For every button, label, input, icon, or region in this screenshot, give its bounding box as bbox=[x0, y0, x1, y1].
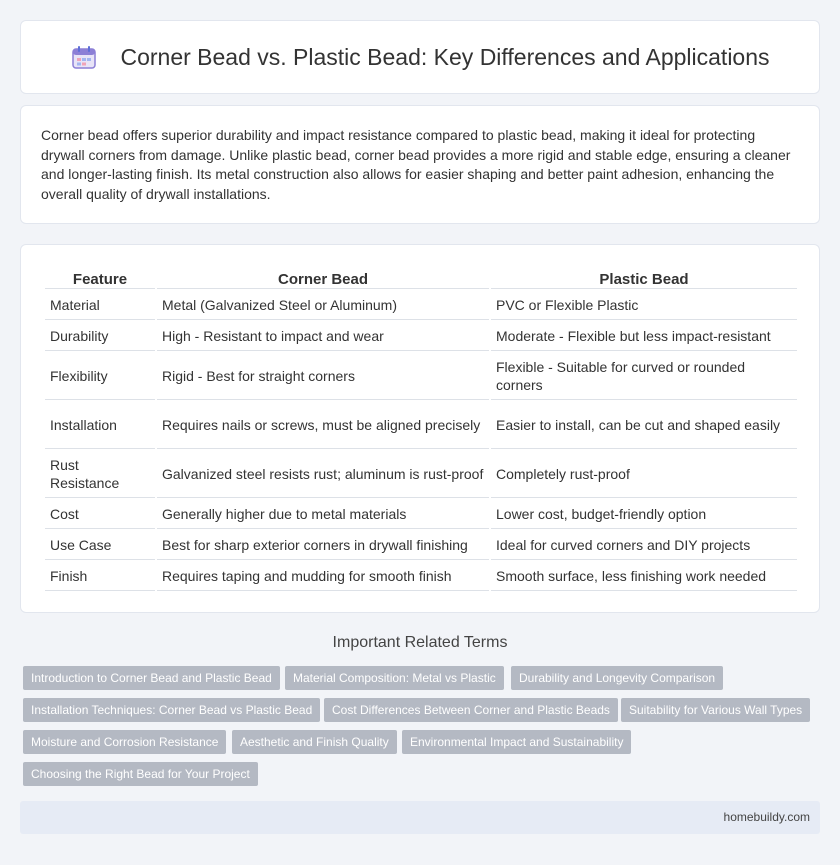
intro-text: Corner bead offers superior durability and impact resistance compared to plastic bead, making it ideal for protecting drywall corners from damage. Unlike plastic bead, corner bead provides a more rigid and stable edge, ensuring a cleaner and longer-lasting finish. Its metal construction also allows for easier shaping and better paint adhesion, enhancing the overall quality of drywall installations. bbox=[41, 127, 791, 202]
related-term-tag[interactable]: Cost Differences Between Corner and Plastic Beads bbox=[324, 698, 618, 722]
row-feature: Material bbox=[45, 291, 155, 320]
row-corner-bead: High - Resistant to impact and wear bbox=[157, 322, 489, 351]
related-term-tag[interactable]: Choosing the Right Bead for Your Project bbox=[23, 762, 258, 786]
header-feature: Feature bbox=[45, 267, 155, 289]
comparison-table-card bbox=[20, 244, 820, 613]
related-term-tag[interactable]: Durability and Longevity Comparison bbox=[511, 666, 723, 690]
table-row bbox=[45, 402, 797, 449]
table-row bbox=[45, 322, 797, 351]
related-terms-heading: Important Related Terms bbox=[332, 634, 508, 651]
table-row bbox=[45, 291, 797, 320]
row-plastic-bead: Completely rust-proof bbox=[491, 451, 797, 498]
comparison-table bbox=[43, 265, 799, 593]
related-term-tag[interactable]: Introduction to Corner Bead and Plastic Bead bbox=[23, 666, 280, 690]
row-plastic-bead: Ideal for curved corners and DIY projects bbox=[491, 531, 797, 560]
row-feature: Rust Resistance bbox=[45, 451, 155, 498]
table-header-row bbox=[45, 267, 797, 289]
row-feature: Durability bbox=[45, 322, 155, 351]
row-plastic-bead: Easier to install, can be cut and shaped easily bbox=[491, 402, 797, 449]
related-term-tag[interactable]: Material Composition: Metal vs Plastic bbox=[285, 666, 504, 690]
table-row bbox=[45, 451, 797, 498]
table-row bbox=[45, 531, 797, 560]
table-row bbox=[45, 562, 797, 591]
page-title: Corner Bead vs. Plastic Bead: Key Differences and Applications bbox=[120, 43, 770, 70]
row-corner-bead: Best for sharp exterior corners in drywall finishing bbox=[157, 531, 489, 560]
row-feature: Installation bbox=[45, 402, 155, 449]
row-plastic-bead: Lower cost, budget-friendly option bbox=[491, 500, 797, 529]
row-corner-bead: Rigid - Best for straight corners bbox=[157, 353, 489, 400]
intro-card bbox=[20, 105, 820, 224]
header-plastic-bead: Plastic Bead bbox=[491, 267, 797, 289]
footer-site-link[interactable]: homebuildy.com bbox=[723, 810, 810, 824]
row-plastic-bead: Flexible - Suitable for curved or rounded corners bbox=[491, 353, 797, 400]
row-feature: Flexibility bbox=[45, 353, 155, 400]
calendar-icon bbox=[70, 43, 98, 71]
row-corner-bead: Galvanized steel resists rust; aluminum is rust-proof bbox=[157, 451, 489, 498]
row-plastic-bead: Smooth surface, less finishing work needed bbox=[491, 562, 797, 591]
footer bbox=[20, 801, 820, 834]
related-term-tag[interactable]: Environmental Impact and Sustainability bbox=[402, 730, 631, 754]
row-corner-bead: Requires nails or screws, must be aligned precisely bbox=[157, 402, 489, 449]
row-plastic-bead: Moderate - Flexible but less impact-resistant bbox=[491, 322, 797, 351]
related-term-tag[interactable]: Installation Techniques: Corner Bead vs Plastic Bead bbox=[23, 698, 320, 722]
related-term-tag[interactable]: Aesthetic and Finish Quality bbox=[232, 730, 397, 754]
row-corner-bead: Generally higher due to metal materials bbox=[157, 500, 489, 529]
row-feature: Cost bbox=[45, 500, 155, 529]
title-card bbox=[20, 20, 820, 94]
row-corner-bead: Requires taping and mudding for smooth finish bbox=[157, 562, 489, 591]
table-row bbox=[45, 500, 797, 529]
header-corner-bead: Corner Bead bbox=[157, 267, 489, 289]
related-term-tag[interactable]: Suitability for Various Wall Types bbox=[621, 698, 810, 722]
row-feature: Use Case bbox=[45, 531, 155, 560]
table-row bbox=[45, 353, 797, 400]
row-plastic-bead: PVC or Flexible Plastic bbox=[491, 291, 797, 320]
related-term-tag[interactable]: Moisture and Corrosion Resistance bbox=[23, 730, 226, 754]
row-corner-bead: Metal (Galvanized Steel or Aluminum) bbox=[157, 291, 489, 320]
row-feature: Finish bbox=[45, 562, 155, 591]
